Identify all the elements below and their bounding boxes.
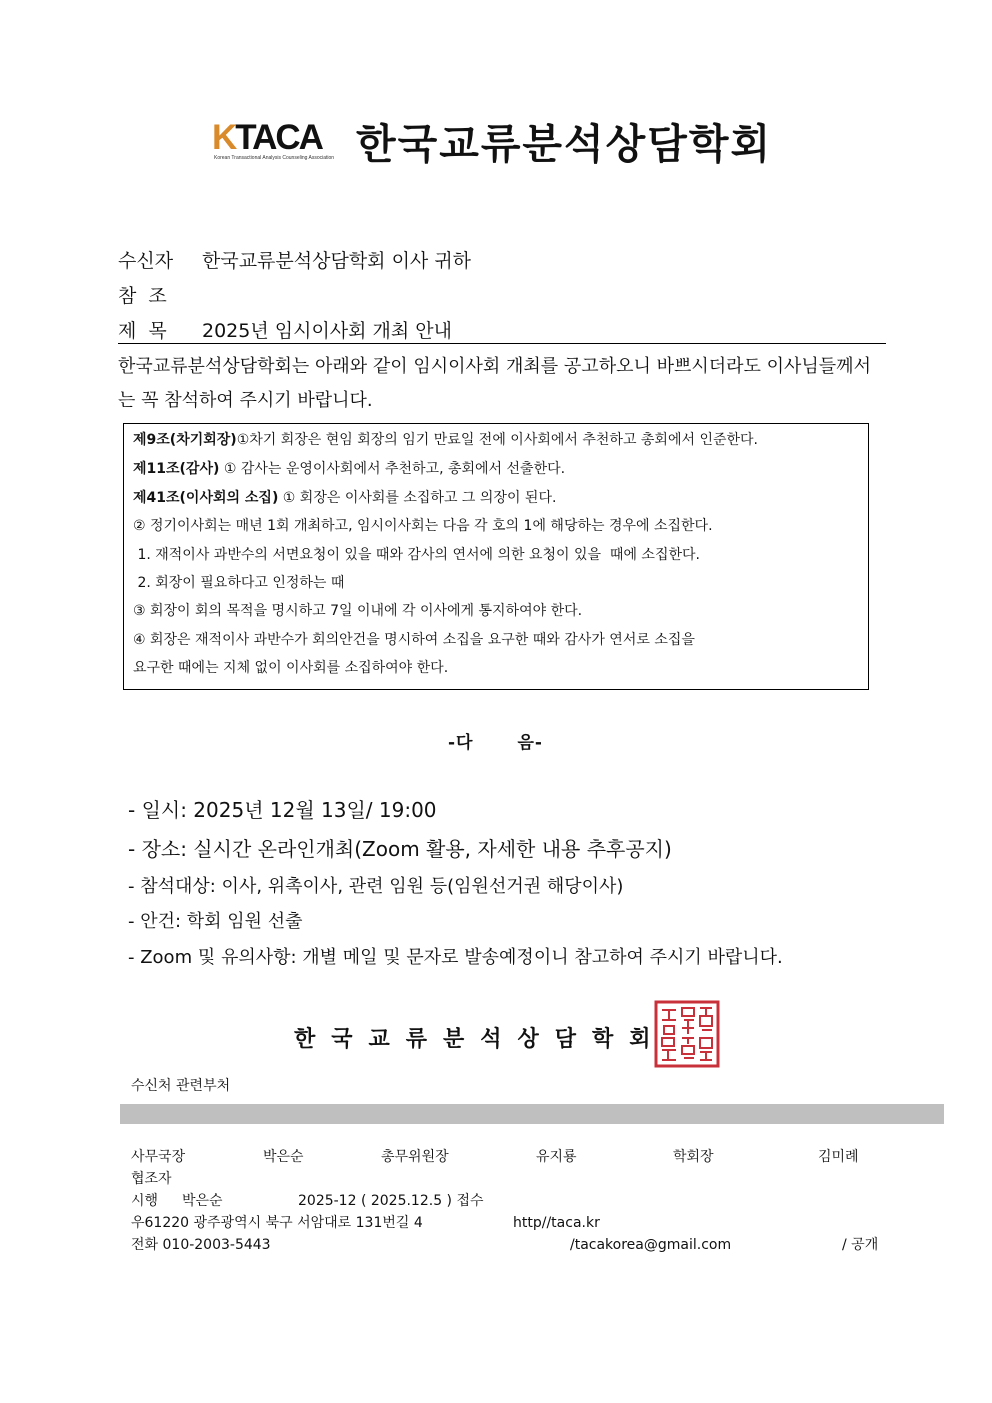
reference-label: 참 조 (118, 285, 167, 307)
logo-mark-k: K (212, 118, 236, 157)
bylaws-box (123, 423, 869, 690)
notice-item-agenda: - 안건: 학회 임원 선출 (128, 911, 303, 932)
intro-paragraph: 한국교류분석상담학회는 아래와 같이 임시이사회 개최를 공고하오니 바쁘시더라도 이사님들께서는 꼭 참석하여 주시기 바랍니다. (118, 356, 871, 411)
notice-heading (448, 728, 543, 753)
footer-divider-bar (120, 1104, 944, 1124)
bylaw-line: 2. 회장이 필요하다고 인정하는 때 (133, 575, 345, 591)
general-manager-label: 총무위원장 (381, 1149, 449, 1165)
bylaw-article-41-text: ① 회장은 이사회를 소집하고 그 의장이 된다. (278, 490, 557, 506)
website-link[interactable]: http//taca.kr (513, 1215, 600, 1231)
recipient-label: 수신자 (118, 250, 174, 272)
bylaw-article-41-title: 제41조(이사회의 소집) (133, 490, 279, 506)
notice-item-zoom: - Zoom 및 유의사항: 개별 메일 및 문자로 발송예정이니 참고하여 주시기 바랍니다. (128, 947, 783, 968)
notice-item-place: - 장소: 실시간 온라인개최(Zoom 활용, 자세한 내용 추후공지) (128, 837, 672, 861)
subject-divider (118, 343, 886, 344)
secretary-label: 사무국장 (131, 1149, 186, 1165)
bylaw-line: ④ 회장은 재적이사 과반수가 회의안건을 명시하여 소집을 요구한 때와 감사가 연서로 소집을 (133, 632, 695, 648)
subject-value: 2025년 임시이사회 개최 안내 (202, 320, 453, 342)
general-manager-name: 유지룡 (536, 1149, 577, 1165)
notice-heading-right: 음- (517, 733, 543, 753)
reference-row (118, 283, 202, 309)
bylaw-line: ③ 회장이 회의 목적을 명시하고 7일 이내에 각 이사에게 통지하여야 한다. (133, 603, 583, 619)
notice-item-attendees: - 참석대상: 이사, 위촉이사, 관련 임원 등(임원선거권 해당이사) (128, 876, 624, 897)
logo-subtitle: Korean Transactional Analysis Counseling Association (214, 155, 335, 161)
bylaw-article-11-text: ① 감사는 운영이사회에서 추천하고, 총회에서 선출한다. (219, 461, 566, 477)
subject-label: 제 목 (118, 320, 167, 342)
bylaw-article-41 (133, 488, 556, 508)
disclosure-status: / 공개 (842, 1237, 879, 1253)
enforcement-name: 박은순 (182, 1193, 223, 1209)
president-label: 학회장 (673, 1149, 714, 1165)
bylaw-article-9 (133, 430, 758, 450)
bylaw-article-11-title: 제11조(감사) (133, 461, 220, 477)
bylaw-article-11 (133, 459, 565, 479)
enforcement-label: 시행 (131, 1193, 159, 1209)
official-seal-icon (654, 1000, 720, 1068)
recipient-value: 한국교류분석상담학회 이사 귀하 (202, 250, 472, 272)
email-link[interactable]: /tacakorea@gmail.com (570, 1237, 732, 1253)
bylaw-article-9-title: 제9조(차기회장) (133, 432, 237, 448)
phone-number: 전화 010-2003-5443 (131, 1237, 271, 1253)
postal-address: 우61220 광주광역시 북구 서암대로 131번길 4 (131, 1215, 423, 1231)
logo (212, 118, 340, 166)
recipient-row (118, 248, 471, 274)
signature: 한국교류분석상담학회 (294, 1027, 667, 1052)
secretary-name: 박은순 (263, 1149, 304, 1165)
bylaw-line: 1. 재적이사 과반수의 서면요청이 있을 때와 감사의 연서에 의한 요청이 있을 때에 소집한다. (133, 547, 700, 563)
notice-heading-left: -다 (448, 733, 474, 753)
bylaw-line: 요구한 때에는 지체 없이 이사회를 소집하여야 한다. (133, 660, 449, 676)
notice-item-datetime: - 일시: 2025년 12월 13일/ 19:00 (128, 798, 437, 822)
bylaw-article-9-text: ①차기 회장은 현임 회장의 임기 만료일 전에 이사회에서 추천하고 총회에서 인준한다. (236, 432, 759, 448)
org-title: 한국교류분석상담학회 (356, 120, 773, 168)
cc-recipients: 수신처 관련부처 (131, 1078, 231, 1094)
president-name: 김미례 (818, 1149, 859, 1165)
subject-row (118, 318, 452, 344)
document-number: 2025-12 ( 2025.12.5 ) 접수 (298, 1193, 484, 1209)
bylaw-line: ② 정기이사회는 매년 1회 개최하고, 임시이사회는 다음 각 호의 1에 해당하는 경우에 소집한다. (133, 518, 713, 534)
collaborator-label: 협조자 (131, 1171, 172, 1187)
logo-mark: KTACA (212, 118, 322, 157)
